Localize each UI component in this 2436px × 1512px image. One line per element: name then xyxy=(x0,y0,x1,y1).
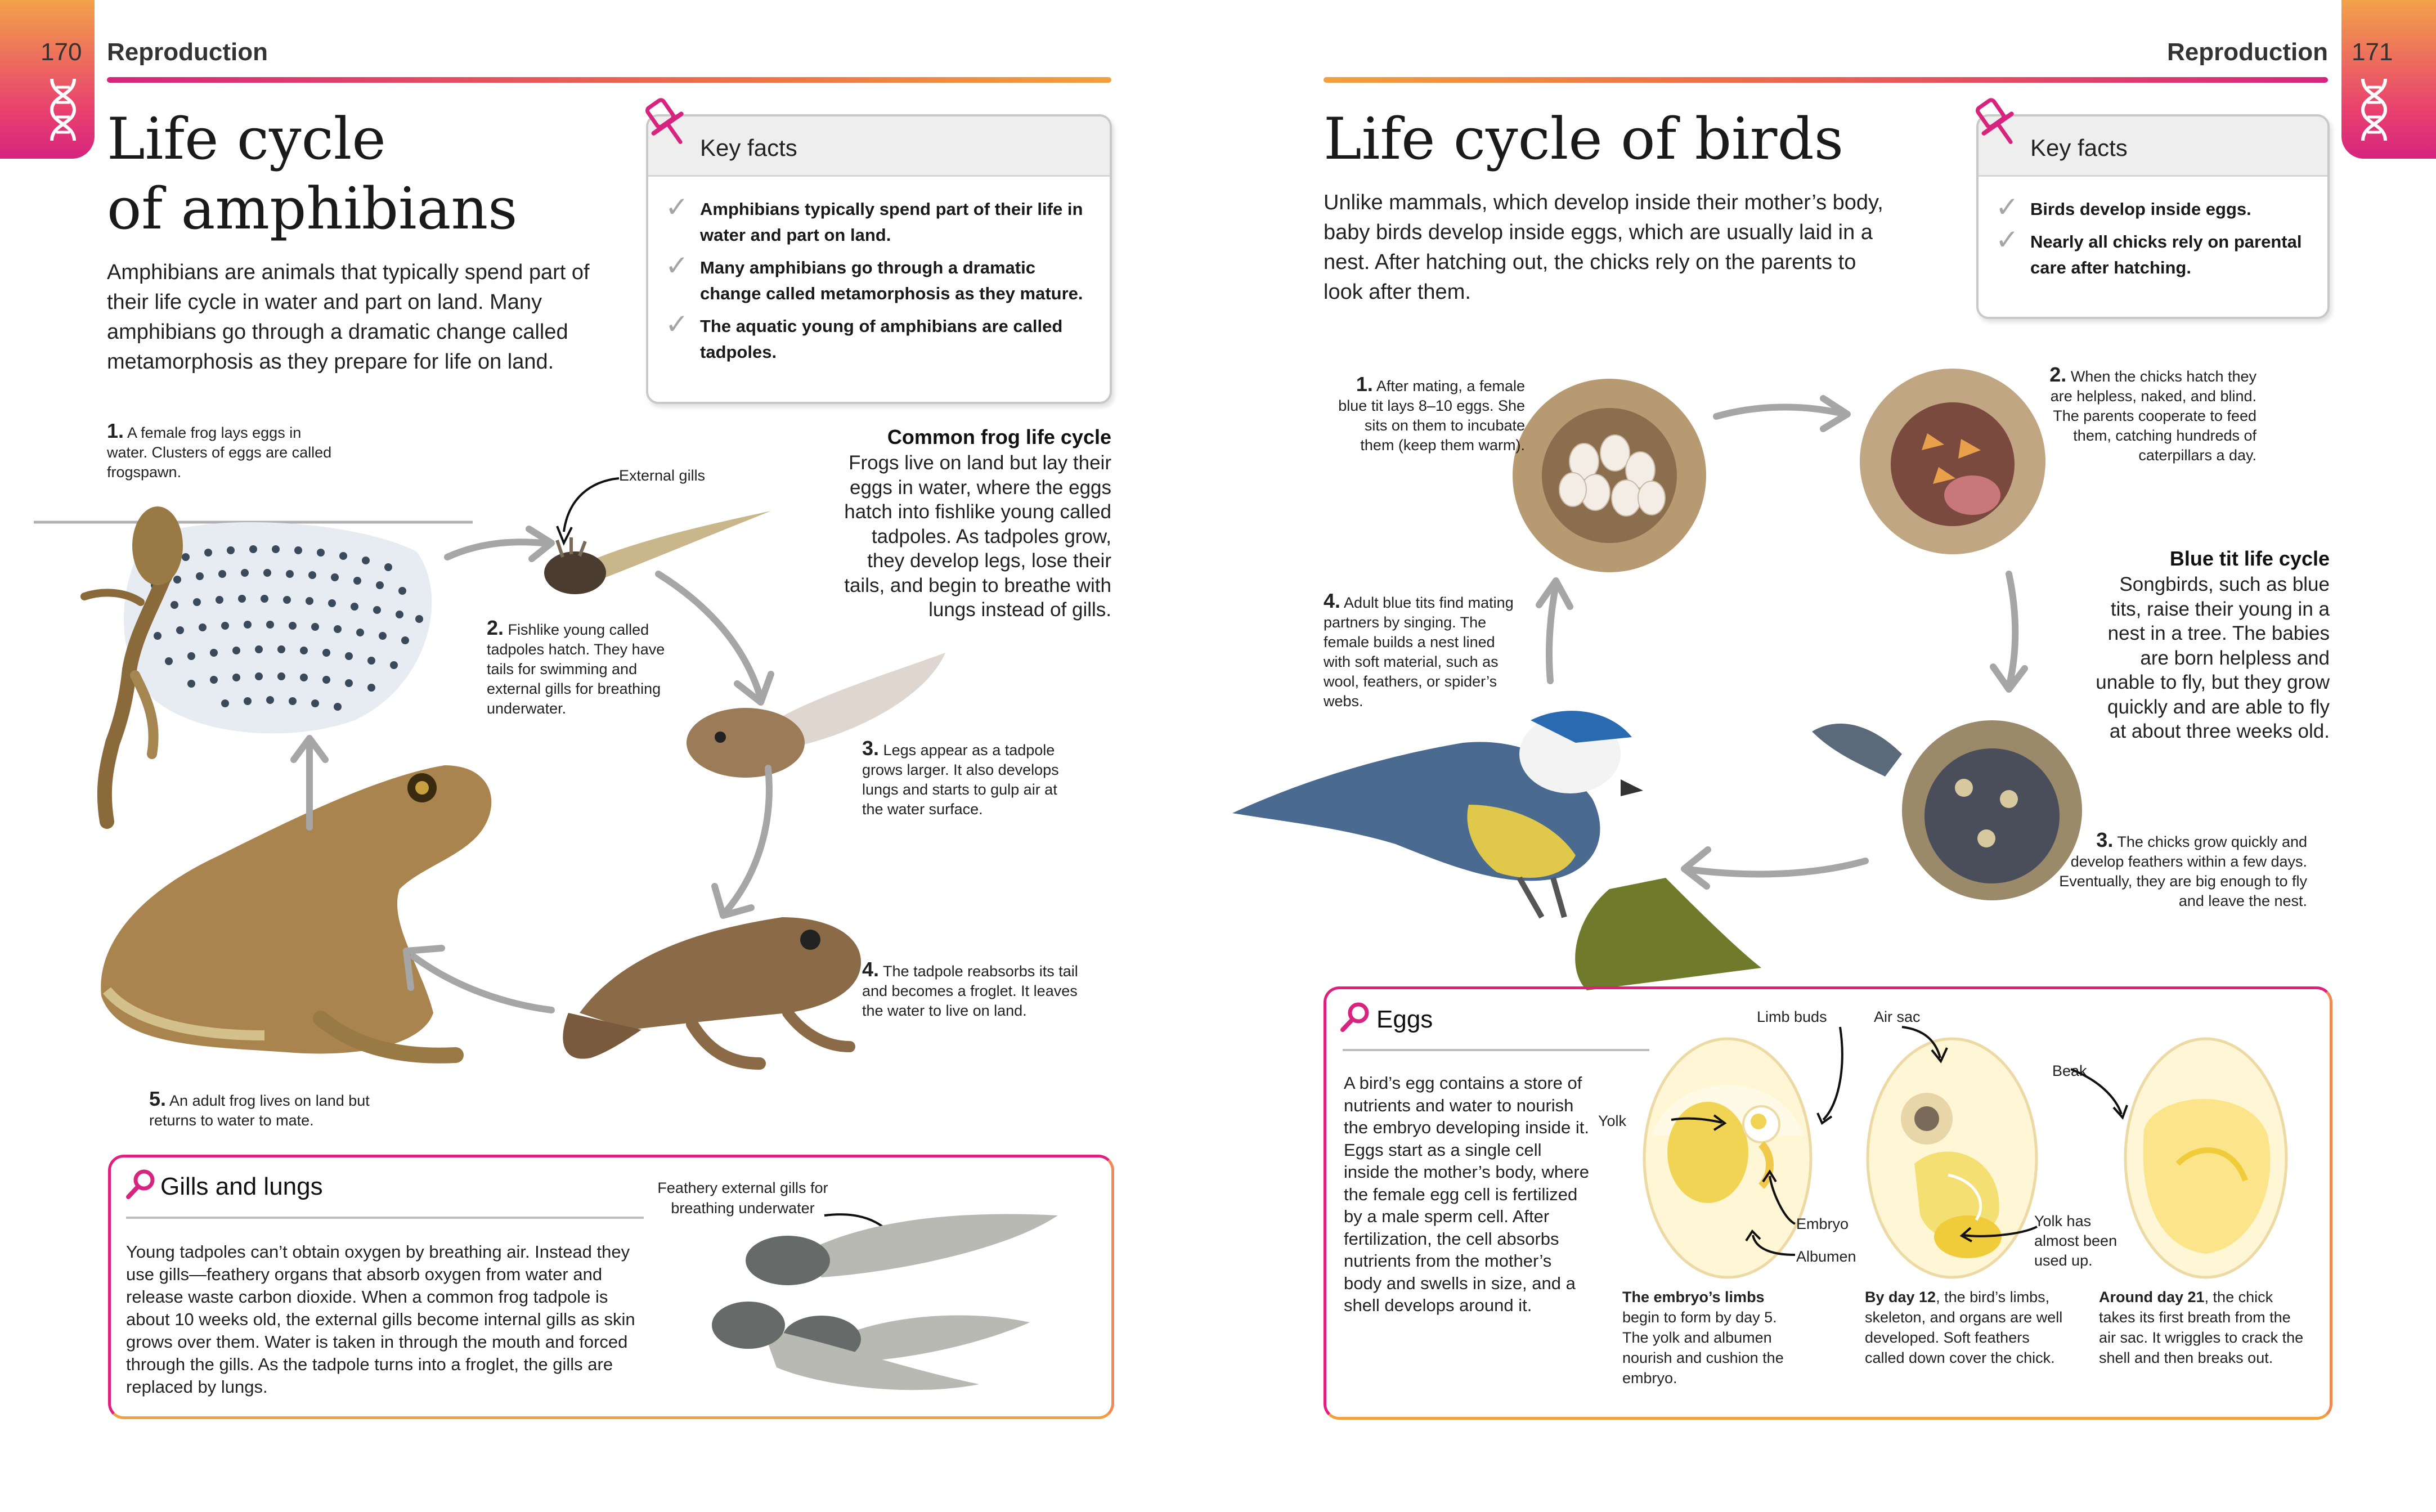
bird-stage-2-caption: 2. When the chicks hatch they are helpless, naked, and blind. The parents cooperate to feed them, catching hundreds of caterpillars a day. xyxy=(2049,363,2256,464)
adult-blue-tit-illustration xyxy=(1227,675,1767,990)
cycle-arrow-3-4 xyxy=(712,762,779,926)
left-title xyxy=(107,105,641,244)
label-air-sac: Air sac xyxy=(1874,1008,1921,1025)
right-intro: Unlike mammals, which develop inside their mother’s body, baby birds develop inside eggs, which are usually laid in a nest. After hatching out, the chicks rely on the parents to look after them. xyxy=(1324,191,1883,304)
frog-stage-4-caption: 4. The tadpole reabsorbs its tail and becomes a froglet. It leaves the water to live on land. xyxy=(862,958,1078,1019)
external-gills-label: External gills xyxy=(619,467,706,484)
check-icon: ✓ xyxy=(665,308,689,340)
eggs-box-rule xyxy=(1343,1049,1649,1051)
frog-stage-2-caption: 2. Fishlike young called tadpoles hatch. They have tails for swimming and external gills for breathing underwater. xyxy=(487,616,665,717)
nest-hatchlings-illustration xyxy=(1860,366,2045,557)
label-yolk-used: Yolk has almost been used up. xyxy=(2034,1213,2118,1269)
left-intro: Amphibians are animals that typically spend part of their life cycle in water and part on land. Many amphibians go through a dramatic change called metamorphosis as they prepare for life on land. xyxy=(107,261,590,374)
right-key-facts-box xyxy=(1976,114,2330,319)
gills-box-body: Young tadpoles can’t obtain oxygen by breathing air. Instead they use gills—feathery organs that absorb oxygen from water and release waste carbon dioxide. When a common frog tadpole is about 10 weeks old, the external gills become internal gills as skin grows over them. Water is taken in through the mouth and forced through the gills. As the tadpole turns into a froglet, the gills are replaced by lungs. xyxy=(126,1242,635,1397)
nest-eggs-illustration xyxy=(1511,377,1708,574)
right-title-text: Life cycle of birds xyxy=(1324,106,1844,173)
pushpin-icon xyxy=(1972,95,2022,151)
frog-sidebar-body: Frogs live on land but lay their eggs in water, where the eggs hatch into fishlike young called tadpoles. As tadpoles grow, they develop legs, lose their tails, and begin to breathe with lungs instead of gills. xyxy=(844,452,1111,621)
key-fact-item: ✓ The aquatic young of amphibians are called tadpoles. xyxy=(665,308,1063,362)
bird-stage-3-caption: 3. The chicks grow quickly and develop feathers within a few days. Eventually, they are big enough to fly and leave the nest. xyxy=(2059,828,2307,909)
left-header-rule xyxy=(107,77,1111,83)
bird-arrow-4-1 xyxy=(1531,574,1576,687)
egg-caption-day21: Around day 21, the chick takes its first breath from the air sac. It wriggles to crack the shell and then breaks out. xyxy=(2099,1289,2304,1366)
check-icon: ✓ xyxy=(1995,191,2019,223)
dna-icon xyxy=(46,79,80,141)
key-facts-title: Key facts xyxy=(2030,134,2128,161)
label-albumen: Albumen xyxy=(1796,1248,1856,1265)
tadpole-diagram xyxy=(715,1199,1097,1401)
cycle-arrow-4-5 xyxy=(394,937,557,1021)
cycle-arrow-2-3 xyxy=(653,568,777,709)
frog-stage-1-caption: 1. A female frog lays eggs in water. Clusters of eggs are called frogspawn. xyxy=(107,419,332,481)
egg-label-pointers xyxy=(1632,1013,2138,1272)
key-fact-item: ✓ Birds develop inside eggs. xyxy=(1995,191,2251,223)
egg-day21-diagram xyxy=(2121,1034,2290,1282)
bird-arrow-3-4 xyxy=(1674,838,1871,889)
magnifier-icon xyxy=(1338,1000,1372,1034)
key-facts-list xyxy=(1979,191,2316,288)
key-facts-header xyxy=(648,116,1110,177)
magnifier-icon xyxy=(124,1168,158,1201)
left-title-line2: of amphibians xyxy=(107,176,518,243)
check-icon: ✓ xyxy=(665,250,689,281)
frog-sidebar-heading: Common frog life cycle xyxy=(887,425,1111,448)
blue-tit-sidebar-heading: Blue tit life cycle xyxy=(2169,547,2330,570)
dna-icon xyxy=(2357,79,2391,141)
left-page-tab xyxy=(0,0,95,159)
cycle-arrow-1-2 xyxy=(445,526,557,566)
frog-stage-3-caption: 3. Legs appear as a tadpole grows larger. It also develops lungs and starts to gulp air at the water surface. xyxy=(862,737,1059,818)
check-icon: ✓ xyxy=(1995,224,2019,255)
bird-stage-1-caption: 1. After mating, a female blue tit lays 8–10 eggs. She sits on them to incubate them (keep them warm). xyxy=(1338,373,1525,454)
eggs-box-title: Eggs xyxy=(1376,1006,1433,1033)
right-header-rule xyxy=(1324,77,2328,83)
key-fact-item: ✓ Nearly all chicks rely on parental care after hatching. xyxy=(1995,224,2302,277)
gills-box-rule xyxy=(126,1217,644,1219)
label-yolk: Yolk xyxy=(1598,1112,1627,1129)
external-gills-pointer xyxy=(557,475,625,549)
key-facts-list xyxy=(648,191,1098,372)
right-section-label: Reproduction xyxy=(2167,38,2328,66)
left-key-facts-box xyxy=(646,114,1112,404)
left-section-label: Reproduction xyxy=(107,38,268,66)
feathery-gills-label: Feathery external gills for breathing underwater xyxy=(657,1179,828,1217)
frog-stage-5-caption: 5. An adult frog lives on land but returns to water to mate. xyxy=(149,1087,370,1129)
bird-arrow-1-2 xyxy=(1711,394,1857,439)
eggs-box-body: A bird’s egg contains a store of nutrients and water to nourish the embryo developing inside it. Eggs start as a single cell inside the mother’s body, where the female egg cell is fertilized by a male sperm cell. After fertilization, the cell absorbs nutrients from the mother’s body and swells in size, and a shell develops around it. xyxy=(1344,1073,1589,1315)
blue-tit-sidebar-body: Songbirds, such as blue tits, raise their young in a nest in a tree. The babies are born helpless and unable to fly, but they grow quickly and are able to fly at about three weeks old. xyxy=(2096,573,2330,742)
egg-caption-day12: By day 12, the bird’s limbs, skeleton, and organs are well developed. Soft feathers called down cover the chick. xyxy=(1865,1289,2063,1366)
label-beak: Beak xyxy=(2052,1062,2087,1079)
key-facts-header xyxy=(1979,116,2327,177)
right-page-number: 171 xyxy=(2352,38,2393,66)
key-fact-item: ✓ Amphibians typically spend part of their life in water and part on land. xyxy=(665,191,1083,245)
left-page-number: 170 xyxy=(41,38,82,66)
gills-box-title: Gills and lungs xyxy=(160,1173,323,1200)
key-fact-item: ✓ Many amphibians go through a dramatic change called metamorphosis as they mature. xyxy=(665,250,1083,303)
right-page-tab xyxy=(2341,0,2436,159)
bird-stage-4-caption: 4. Adult blue tits find mating partners by singing. The female builds a nest lined with soft material, such as wool, feathers, or spider’s webs. xyxy=(1324,589,1514,710)
egg-caption-day5: The embryo’s limbs begin to form by day 5. The yolk and albumen nourish and cushion the embryo. xyxy=(1622,1289,1784,1387)
key-facts-title: Key facts xyxy=(700,134,797,161)
check-icon: ✓ xyxy=(665,191,689,223)
cycle-arrow-5-1 xyxy=(287,732,332,833)
right-title xyxy=(1324,105,1942,174)
left-title-line1: Life cycle xyxy=(107,106,386,173)
bird-arrow-2-3 xyxy=(1986,568,2031,698)
pushpin-icon xyxy=(641,95,692,151)
label-limb-buds: Limb buds xyxy=(1757,1008,1827,1025)
label-embryo: Embryo xyxy=(1796,1215,1849,1232)
